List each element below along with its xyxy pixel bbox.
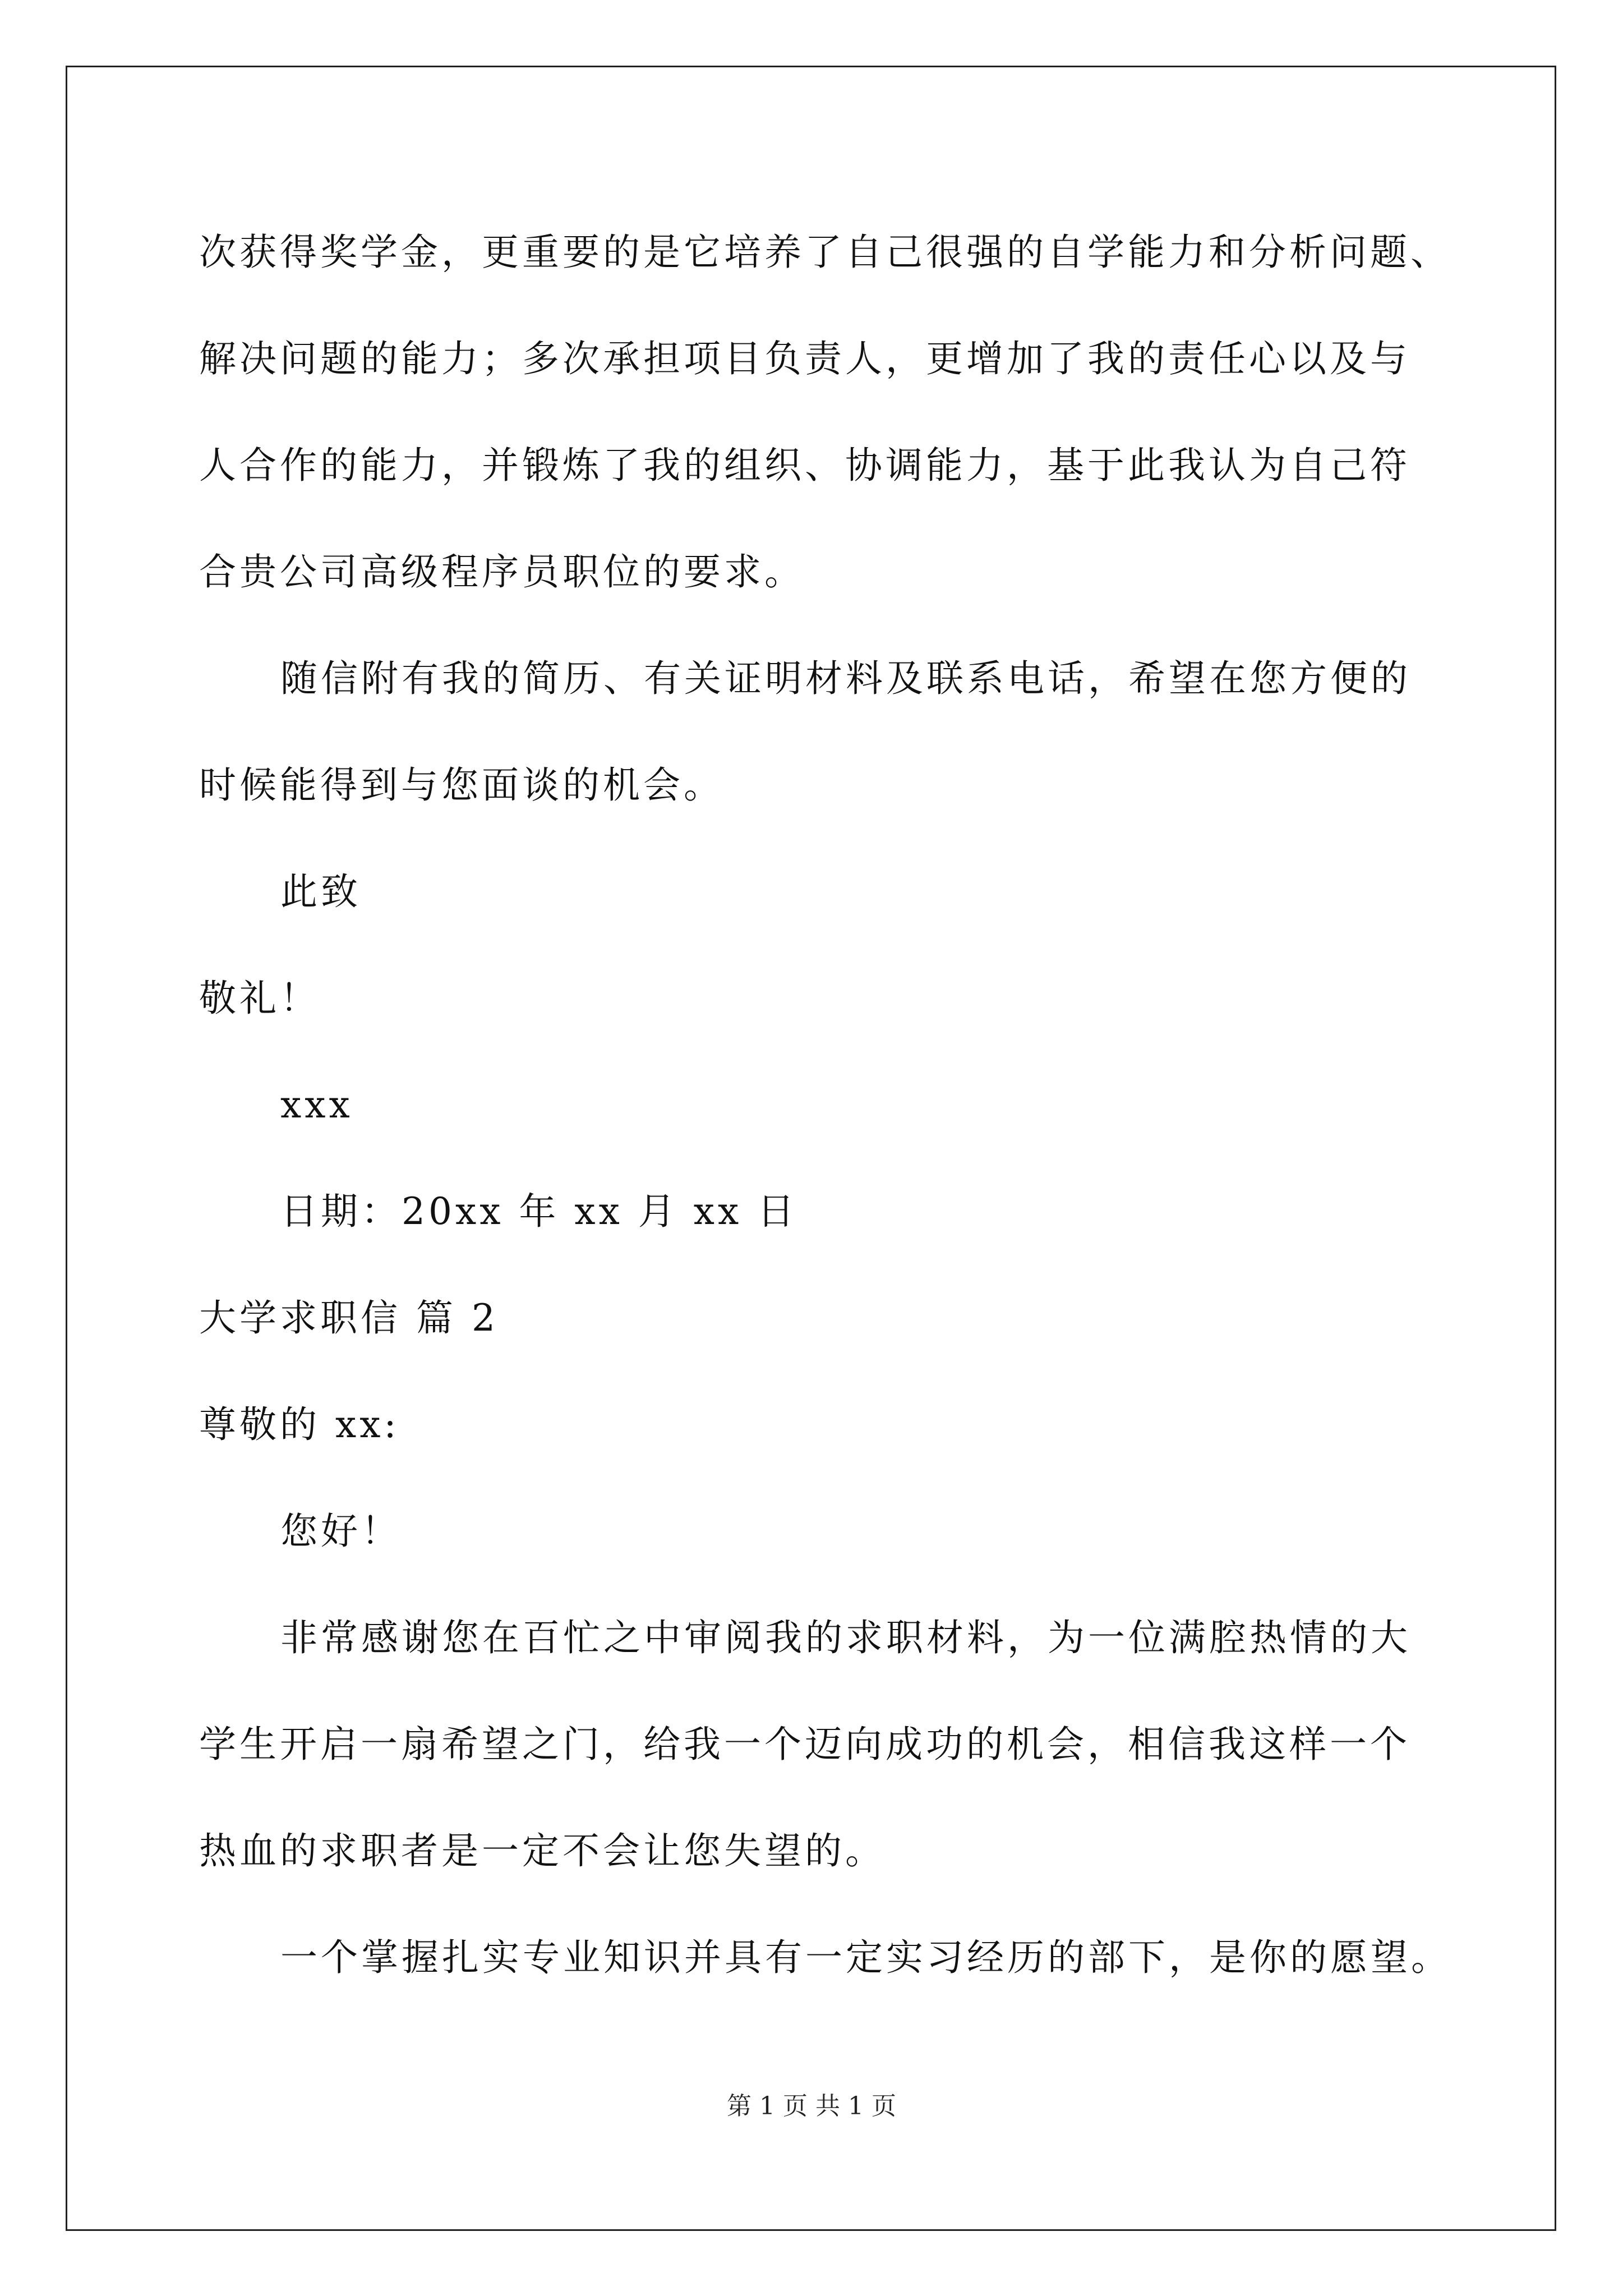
page-footer: 第 1 页 共 1 页: [727, 2092, 896, 2120]
text-line: 随信附有我的简历、有关证明材料及联系电话，希望在您方便的: [280, 657, 1411, 700]
signature: xxx: [280, 1083, 353, 1126]
text-line: 一个掌握扎实专业知识并具有一定实习经历的部下，是你的愿望。: [280, 1936, 1451, 1979]
greeting: 您好！: [280, 1510, 402, 1553]
text-line: 人合作的能力，并锻炼了我的组织、协调能力，基于此我认为自己符: [199, 444, 1410, 487]
text-line: 热血的求职者是一定不会让您失望的。: [199, 1829, 886, 1872]
salutation: 尊敬的 xx:: [199, 1403, 400, 1446]
text-line: 合贵公司高级程序员职位的要求。: [199, 550, 805, 593]
date-line: 日期：20xx 年 xx 月 xx 日: [280, 1190, 798, 1233]
closing-line: 此致: [280, 870, 361, 913]
text-line: 次获得奖学金，更重要的是它培养了自己很强的自学能力和分析问题、: [199, 231, 1451, 274]
text-line: 时候能得到与您面谈的机会。: [199, 763, 724, 807]
text-line: 非常感谢您在百忙之中审阅我的求职材料，为一位满腔热情的大: [280, 1616, 1411, 1659]
section-heading: 大学求职信 篇 2: [199, 1296, 499, 1340]
page-border: [66, 66, 1556, 2231]
text-line: 学生开启一扇希望之门，给我一个迈向成功的机会，相信我这样一个: [199, 1723, 1410, 1766]
closing-salute: 敬礼！: [199, 977, 320, 1020]
text-line: 解决问题的能力；多次承担项目负责人，更增加了我的责任心以及与: [199, 337, 1410, 380]
